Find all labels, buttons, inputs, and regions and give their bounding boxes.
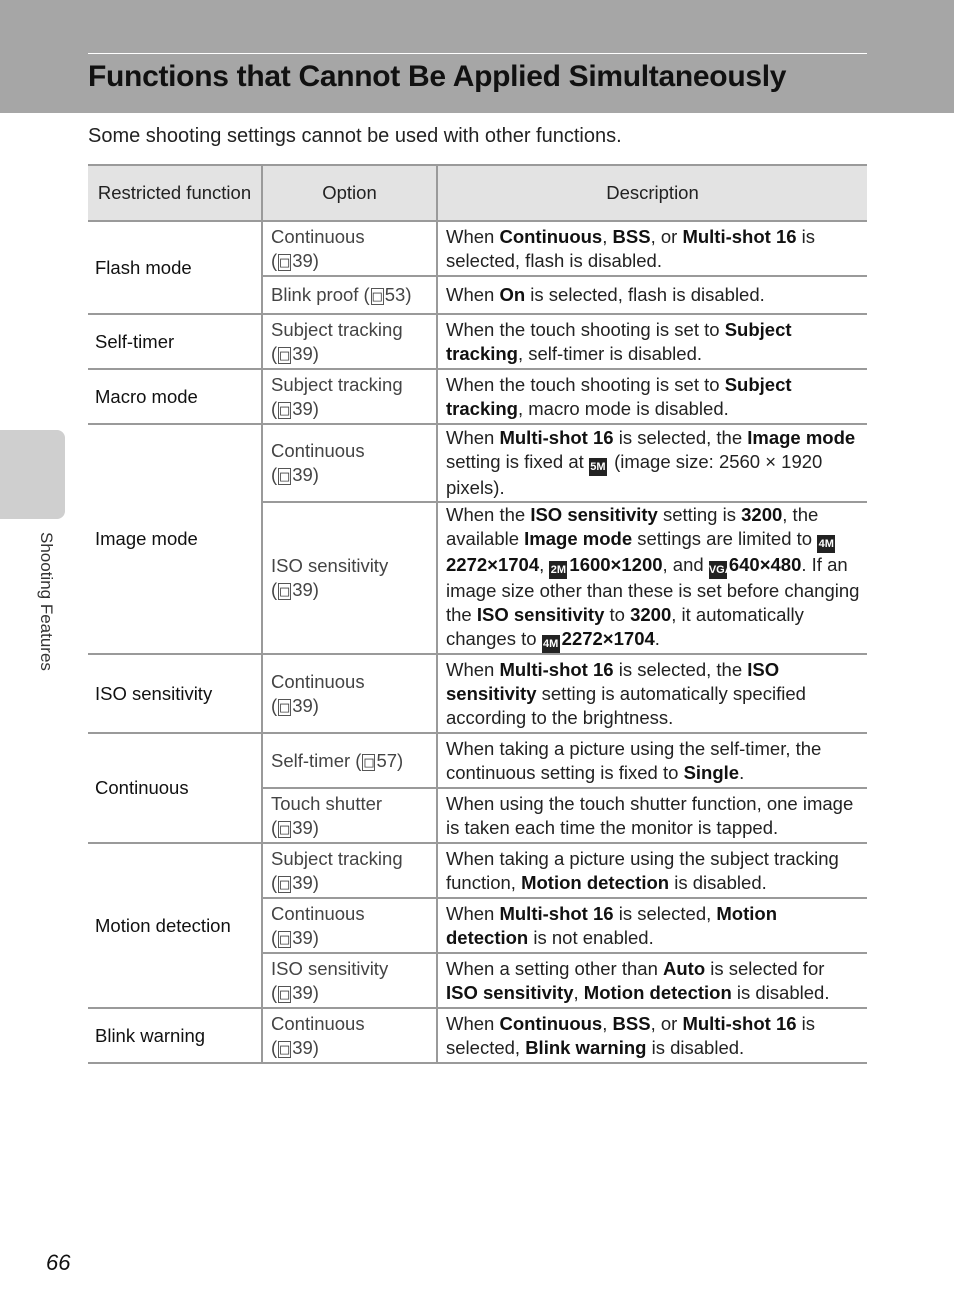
side-tab-label: Shooting Features — [37, 532, 56, 671]
function-cell: Macro mode — [88, 369, 262, 424]
function-cell: Flash mode — [88, 221, 262, 314]
option-cell: Self-timer ( □ 57) — [262, 733, 437, 788]
header-restricted-function: Restricted function — [88, 165, 262, 221]
header-option: Option — [262, 165, 437, 221]
option-cell: ISO sensitivity ( □ 39) — [262, 502, 437, 654]
function-cell: Continuous — [88, 733, 262, 843]
image-mode-vga-icon: VGA — [709, 561, 727, 579]
book-reference-icon: □ — [280, 984, 290, 1003]
description-cell: When the ISO sensitivity setting is 3200, the available Image mode settings are limited to 4M2272×1704, 2M 1600×1200, and VGA640×480. If an image size other than these is set before changing the ISO sensitivity to 3200, it automatically changes to 4M 2272×1704. — [437, 502, 867, 654]
table-row — [88, 843, 867, 898]
book-reference-icon: □ — [364, 752, 374, 771]
table-row — [88, 424, 867, 502]
description-cell: When Continuous, BSS, or Multi-shot 16 is selected, Blink warning is disabled. — [437, 1008, 867, 1063]
table-row — [88, 733, 867, 788]
book-reference-icon: □ — [280, 582, 290, 600]
book-reference-icon: □ — [372, 287, 382, 305]
function-cell: Self-timer — [88, 314, 262, 369]
page-number: 66 — [46, 1250, 71, 1275]
table-row — [88, 369, 867, 424]
description-cell: When Multi-shot 16 is selected, the ISO sensitivity setting is automatically specified according to the brightness. — [437, 654, 867, 733]
side-tab — [0, 430, 65, 519]
page-title: Functions that Cannot Be Applied Simultaneously — [88, 60, 787, 93]
option-cell: Blink proof ( □ 53) — [262, 276, 437, 314]
description-cell: When taking a picture using the subject tracking function, Motion detection is disabled. — [437, 843, 867, 898]
option-cell: Continuous ( □ 39) — [262, 898, 437, 953]
image-mode-4m-icon: 4M — [817, 535, 835, 553]
book-reference-icon: □ — [280, 345, 290, 364]
table-row — [88, 654, 867, 733]
book-reference-icon: □ — [280, 819, 290, 838]
book-reference-icon: □ — [280, 697, 290, 716]
description-cell: When On is selected, flash is disabled. — [437, 276, 867, 314]
header-band — [0, 0, 954, 113]
book-reference-icon: □ — [280, 1039, 290, 1058]
option-cell: Continuous ( □ 39) — [262, 221, 437, 276]
image-mode-2m-icon: 2M — [549, 561, 567, 579]
restriction-table — [88, 164, 867, 1064]
image-mode-4m-icon: 4M — [542, 635, 560, 653]
table-row — [88, 314, 867, 369]
option-cell: Touch shutter ( □ 39) — [262, 788, 437, 843]
description-cell: When the touch shooting is set to Subject tracking, self-timer is disabled. — [437, 314, 867, 369]
option-cell: Continuous ( □ 39) — [262, 654, 437, 733]
description-cell: When taking a picture using the self-timer, the continuous setting is fixed to Single. — [437, 733, 867, 788]
header-description: Description — [437, 165, 867, 221]
book-reference-icon: □ — [280, 874, 290, 893]
option-cell: Subject tracking ( □ 39) — [262, 369, 437, 424]
option-cell: Subject tracking ( □ 39) — [262, 843, 437, 898]
book-reference-icon: □ — [280, 400, 290, 419]
book-reference-icon: □ — [280, 467, 290, 485]
description-cell: When the touch shooting is set to Subject tracking, macro mode is disabled. — [437, 369, 867, 424]
function-cell: Blink warning — [88, 1008, 262, 1063]
intro-text: Some shooting settings cannot be used with other functions. — [88, 125, 622, 147]
description-cell: When Multi-shot 16 is selected, the Image mode setting is fixed at 5M (image size: 2560 × 1920 pixels). — [437, 424, 867, 502]
description-cell: When using the touch shutter function, one image is taken each time the monitor is tapped. — [437, 788, 867, 843]
description-cell: When Continuous, BSS, or Multi-shot 16 is selected, flash is disabled. — [437, 221, 867, 276]
option-cell: ISO sensitivity ( □ 39) — [262, 953, 437, 1008]
table-row — [88, 221, 867, 276]
function-cell: Image mode — [88, 424, 262, 654]
option-cell: Continuous ( □ 39) — [262, 424, 437, 502]
table-header-row — [88, 165, 867, 221]
header-rule — [88, 53, 867, 54]
description-cell: When Multi-shot 16 is selected, Motion detection is not enabled. — [437, 898, 867, 953]
image-mode-5m-icon: 5M — [589, 458, 607, 476]
function-cell: Motion detection — [88, 843, 262, 1008]
function-cell: ISO sensitivity — [88, 654, 262, 733]
option-cell: Continuous ( □ 39) — [262, 1008, 437, 1063]
description-cell: When a setting other than Auto is selected for ISO sensitivity, Motion detection is disabled. — [437, 953, 867, 1008]
book-reference-icon: □ — [280, 252, 290, 271]
table-row — [88, 1008, 867, 1063]
option-cell: Subject tracking ( □ 39) — [262, 314, 437, 369]
book-reference-icon: □ — [280, 929, 290, 948]
